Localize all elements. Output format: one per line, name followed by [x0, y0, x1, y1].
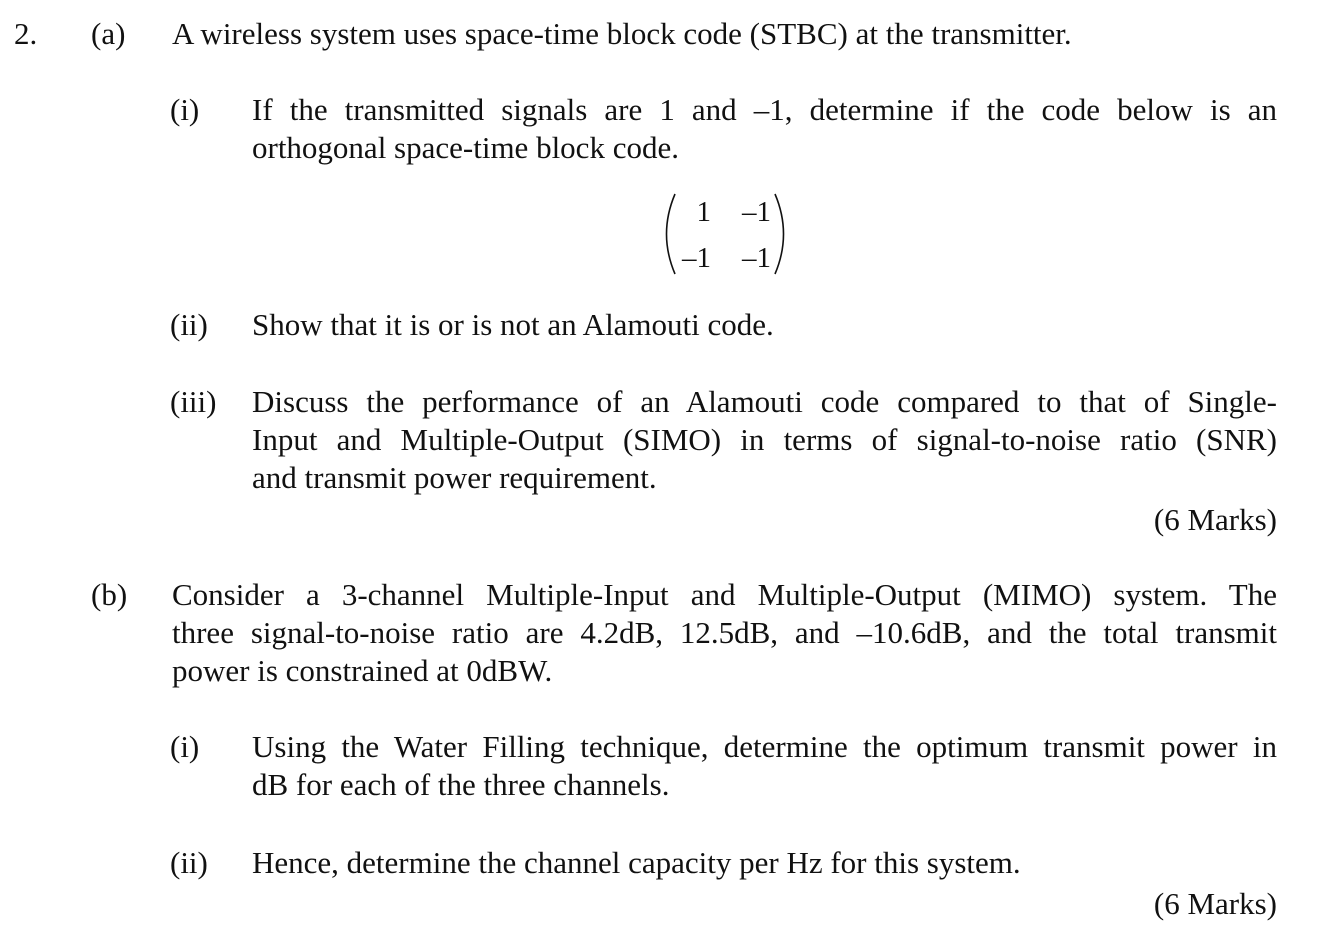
matrix-cell-r2-c1: –1 [682, 242, 711, 274]
part-b-i-label: (i) [170, 729, 200, 764]
part-b-intro-line-2: three signal-to-noise ratio are 4.2dB, 12.5dB, and –10.6dB, and the total transmit [172, 615, 1277, 650]
part-b-ii-label: (ii) [170, 845, 208, 880]
stbc-matrix [655, 188, 795, 280]
part-a-label: (a) [91, 16, 126, 51]
question-number: 2. [14, 16, 38, 51]
part-b-label: (b) [91, 577, 128, 612]
part-a-i-line-2: orthogonal space-time block code. [252, 130, 679, 165]
part-b-intro-line-1: Consider a 3-channel Multiple-Input and Multiple-Output (MIMO) system. The [172, 577, 1277, 612]
part-b-intro-line-3: power is constrained at 0dBW. [172, 653, 553, 688]
part-a-iii-line-3: and transmit power requirement. [252, 460, 657, 495]
part-b-i-line-1: Using the Water Filling technique, determine the optimum transmit power in [252, 729, 1277, 764]
part-a-ii-label: (ii) [170, 307, 208, 342]
matrix-cell-r1-c2: –1 [742, 196, 771, 228]
part-a-intro: A wireless system uses space-time block code (STBC) at the transmitter. [172, 16, 1072, 51]
part-a-i-label: (i) [170, 92, 200, 127]
part-a-i-line-1: If the transmitted signals are 1 and –1, determine if the code below is an [252, 92, 1277, 127]
matrix-right-bracket [775, 194, 784, 274]
part-a-iii-label: (iii) [170, 384, 217, 419]
part-a-marks: (6 Marks) [1153, 502, 1277, 537]
part-b-ii-line-1: Hence, determine the channel capacity per Hz for this system. [252, 845, 1021, 880]
part-a-iii-line-2: Input and Multiple-Output (SIMO) in terms of signal-to-noise ratio (SNR) [252, 422, 1277, 457]
part-a-iii-line-1: Discuss the performance of an Alamouti code compared to that of Single- [252, 384, 1277, 419]
part-b-i-line-2: dB for each of the three channels. [252, 767, 670, 802]
matrix-cell-r1-c1: 1 [696, 196, 711, 228]
matrix-cell-r2-c2: –1 [742, 242, 771, 274]
part-a-ii-line-1: Show that it is or is not an Alamouti code. [252, 307, 774, 342]
part-b-marks: (6 Marks) [1153, 886, 1277, 921]
